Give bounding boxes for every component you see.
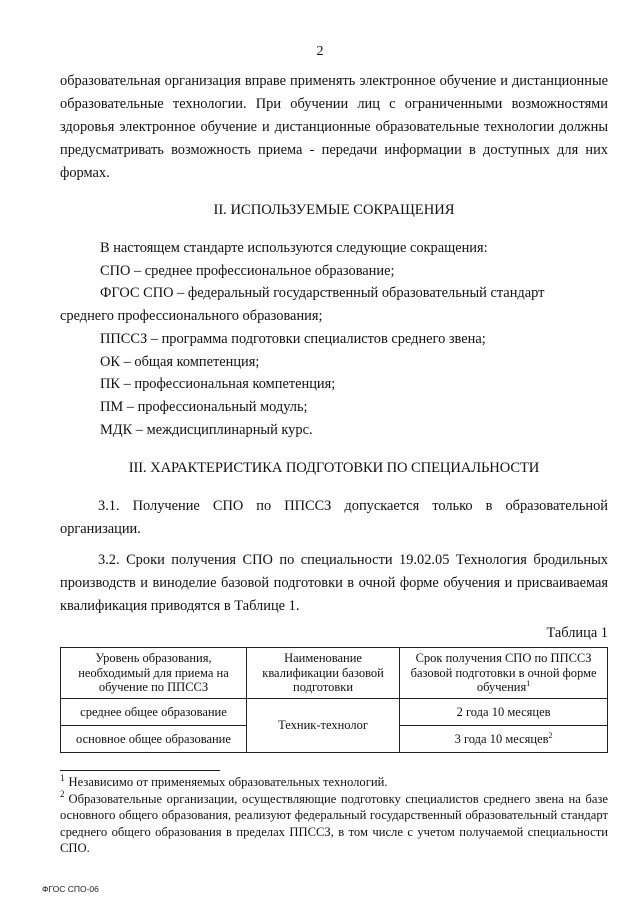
abbr-item-ok: ОК – общая компетенция; [100,353,260,370]
footnote-1 [60,774,608,791]
footnote-divider [60,770,220,771]
table-header-text: Срок получения СПО по ППССЗ базовой подготовки в очной форме обучения [410,651,597,695]
table-row [61,698,608,725]
footnote-ref: 2 [548,730,553,740]
abbreviations-lead: В настоящем стандарте используются следующие сокращения: [100,240,488,256]
table-cell-term [400,725,608,752]
table-cell-level: среднее общее образование [61,698,247,725]
table-cell-qualification: Техник-технолог [246,698,399,752]
footnote-2 [60,791,608,857]
abbr-item-pk: ПК – профессиональная компетенция; [100,376,336,393]
term-text: 2 года 10 месяцев [456,704,551,719]
footnotes [60,774,608,857]
term-text: 3 года 10 месяцев [454,731,549,746]
paragraph-3-1: 3.1. Получение СПО по ППССЗ допускается только в образовательной организации. [60,498,608,538]
footer-code: ФГОС СПО-06 [42,884,99,894]
table-header-cell: Уровень образования, необходимый для приема на обучение по ППССЗ [61,648,247,699]
table-cell-level: основное общее образование [61,725,247,752]
footnote-text: Независимо от применяемых образовательных технологий. [68,775,388,789]
footnote-ref: 1 [526,679,531,689]
abbr-item-fgos-spo: ФГОС СПО – федеральный государственный образовательный стандарт [100,285,545,302]
qualification-table [60,647,608,753]
table-caption: Таблица 1 [546,625,608,642]
paragraph-3-2: 3.2. Сроки получения СПО по специальности 19.02.05 Технология бродильных производств и виноделие базовой подготовки в очной форме обучения и присваиваемая квалификация приводятся в Таблице 1. [60,552,608,615]
abbr-item-ppssz: ППССЗ – программа подготовки специалистов среднего звена; [100,330,486,347]
intro-paragraph: образовательная организация вправе применять электронное обучение и дистанционные образовательные технологии. При обучении лиц с ограниченными возможностями здоровья электронное обучение и дистанционные образовательные технологии должны предусматривать возможность приема - передачи информации в доступных для них формах. [60,73,608,181]
abbr-item-pm: ПМ – профессиональный модуль; [100,398,308,415]
table-header-cell: Наименование квалификации базовой подготовки [246,648,399,699]
abbr-item-mdk: МДК – междисциплинарный курс. [100,421,313,438]
table-header-row [61,648,608,699]
table-cell-term [400,698,608,725]
footnote-mark: 1 [60,772,65,783]
page-number: 2 [316,44,324,59]
abbr-item-fgos-spo-cont: среднего профессионального образования; [60,308,323,325]
abbr-item-spo: СПО – среднее профессиональное образование; [100,262,395,279]
section-2-title: II. ИСПОЛЬЗУЕМЫЕ СОКРАЩЕНИЯ [213,202,455,218]
table-header-cell [400,648,608,699]
footnote-text: Образовательные организации, осуществляющие подготовку специалистов среднего звена на базе основного общего образования, реализуют федеральный государственный образовательный стандарт среднего общего образования в пределах ППССЗ, в том числе с учетом получаемой специальности СПО. [60,791,608,855]
page-body [60,70,608,753]
footnote-mark: 2 [60,789,65,800]
section-3-title: III. ХАРАКТЕРИСТИКА ПОДГОТОВКИ ПО СПЕЦИАЛЬНОСТИ [128,460,540,477]
